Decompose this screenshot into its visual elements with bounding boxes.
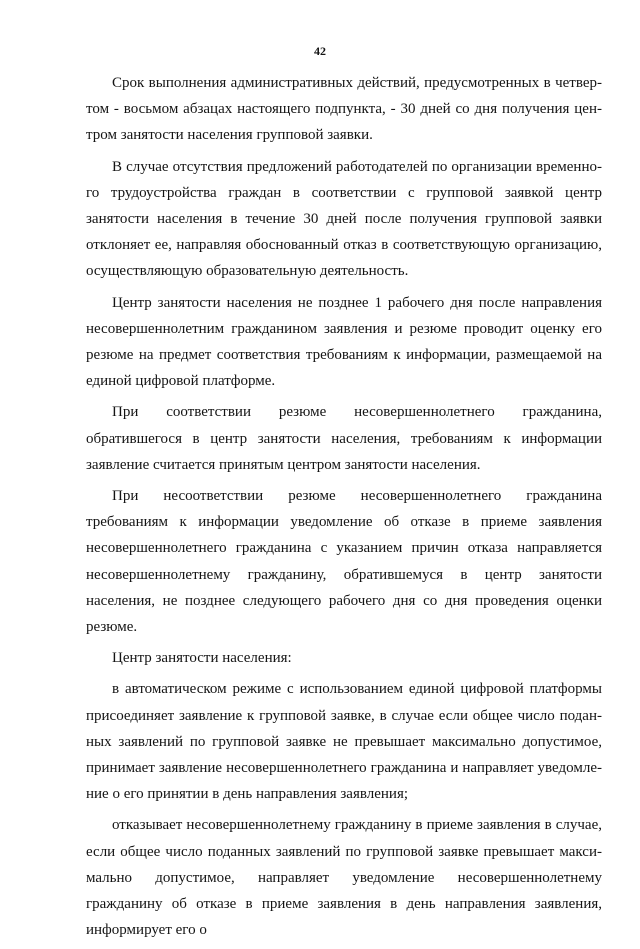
paragraph-resume-rejected: При несоответствии резюме несовершеннолетнего гражданина требованиям к информации уведомление об отказе в приеме заявления несовершеннолетнего гражданина с указанием причин отказа направляется несовершеннолетнему гражданину, обратившемуся в центр занятости населения, не позднее следующего рабочего дня со дня проведения оценки резюме. (86, 488, 602, 636)
paragraph-auto-attach: в автоматическом режиме с использованием единой цифровой платформы присоединяет заявление к групповой заявке, в случае если общее число поданных заявлений по групповой заявке не превышает максимально допустимое, принимает заявление несовершеннолетнего гражданина и направляет уведомление о его принятии в день направления заявления; (86, 681, 602, 803)
paragraph-no-offers: В случае отсутствия предложений работодателей по организации временного трудоустройства граждан в соответствии с групповой заявкой центр занятости населения в течение 30 дней после получения групповой заявки отклоняет ее, направляя обоснованный отказ в соответствующую организацию, осуществляющую образовательную деятельность. (86, 158, 602, 280)
paragraph-resume-accepted: При соответствии резюме несовершеннолетнего гражданина, обратившегося в центр занятости населения, требованиям к информации заявление считается принятым центром занятости населения. (86, 404, 602, 473)
body-text (86, 70, 602, 949)
paragraph-refusal: отказывает несовершеннолетнему гражданину в приеме заявления в случае, если общее число поданных заявлений по групповой заявке превышает максимально допустимое, направляет уведомление несовершеннолетнему гражданину об отказе в приеме заявления в день направления заявления, информирует его о (86, 817, 602, 939)
page-number: 42 (314, 44, 326, 58)
paragraph-deadline: Срок выполнения административных действий, предусмотренных в четвертом - восьмом абзацах настоящего подпункта, - 30 дней со дня получения центром занятости населения групповой заявки. (86, 75, 602, 144)
paragraph-center-heading: Центр занятости населения: (112, 650, 292, 667)
paragraph-resume-evaluation: Центр занятости населения не позднее 1 рабочего дня после направления несовершеннолетним гражданином заявления и резюме проводит оценку его резюме на предмет соответствия требованиям к информации, размещаемой на единой цифровой платформе. (86, 294, 602, 390)
